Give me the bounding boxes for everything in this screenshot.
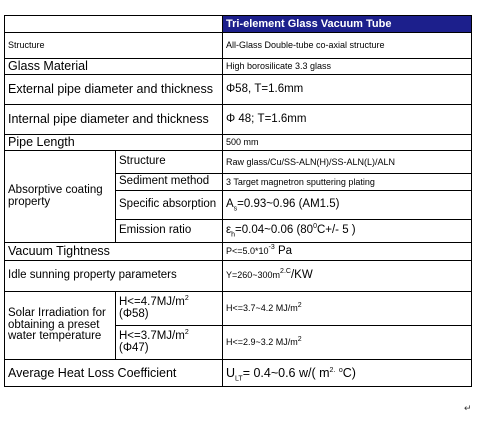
row-label: Pipe Length: [5, 135, 223, 151]
row-value: H<=2.9~3.2 $MJ/m^2$: [223, 326, 472, 360]
row-value: Φ 48; T=1.6mm: [223, 105, 472, 135]
row-value: $Y=260\sim 300m^{2.C}/KW$: [223, 261, 472, 292]
row-value: $\varepsilon_h=0.04\sim 0.06$ ($80^0C+/-$ 5 ): [223, 220, 472, 243]
return-mark-icon: ↵: [464, 403, 472, 413]
row-value: $P<=5.0*10^{-3}$ Pa: [223, 243, 472, 261]
row-value: $U_{LT}=$ 0.4~0.6 w/( $m^{2.}$ $^o$C): [223, 360, 472, 387]
row-label: Glass Material: [5, 59, 223, 75]
row-condition: $H<=4.7MJ/m^2$ (Φ58): [116, 292, 223, 326]
table-row: [5, 151, 472, 174]
row-label: Specific absorption: [116, 191, 223, 220]
table-row: [5, 135, 472, 151]
row-label: External pipe diameter and thickness: [5, 75, 223, 105]
row-condition: $H<=3.7MJ/m^2$ (Φ47): [116, 326, 223, 360]
row-label: Idle sunning property parameters: [5, 261, 223, 292]
solar-group-label: Solar Irradiation for obtaining a preset water temperature: [5, 292, 116, 360]
row-value: 500 mm: [223, 135, 472, 151]
row-value: Raw glass/Cu/SS-ALN(H)/SS-ALN(L)/ALN: [223, 151, 472, 174]
row-label: Vacuum Tightness: [5, 243, 223, 261]
row-value: 3 Target magnetron sputtering plating: [223, 174, 472, 191]
row-label: Sediment method: [116, 174, 223, 191]
table-row: [5, 105, 472, 135]
spec-table: [4, 15, 472, 387]
table-title: Tri-element Glass Vacuum Tube: [223, 16, 472, 33]
row-value: $A_s=0.93\sim 0.96$ (AM1.5): [223, 191, 472, 220]
row-value: All-Glass Double-tube co-axial structure: [223, 33, 472, 59]
row-value: High borosilicate 3.3 glass: [223, 59, 472, 75]
row-value: H<=3.7~4.2 $MJ/m^2$: [223, 292, 472, 326]
table-row: [5, 292, 472, 326]
row-label: Structure: [116, 151, 223, 174]
table-row: [5, 261, 472, 292]
row-label: Average Heat Loss Coefficient: [5, 360, 223, 387]
table-row: [5, 33, 472, 59]
table-row: [5, 360, 472, 387]
header-blank-cell: [5, 16, 223, 33]
row-value: Φ58, T=1.6mm: [223, 75, 472, 105]
row-label: Structure: [5, 33, 223, 59]
row-label: Emission ratio: [116, 220, 223, 243]
coating-group-label: Absorptive coating property: [5, 151, 116, 243]
table-row: [5, 59, 472, 75]
row-label: Internal pipe diameter and thickness: [5, 105, 223, 135]
table-row: [5, 243, 472, 261]
table-row: [5, 75, 472, 105]
